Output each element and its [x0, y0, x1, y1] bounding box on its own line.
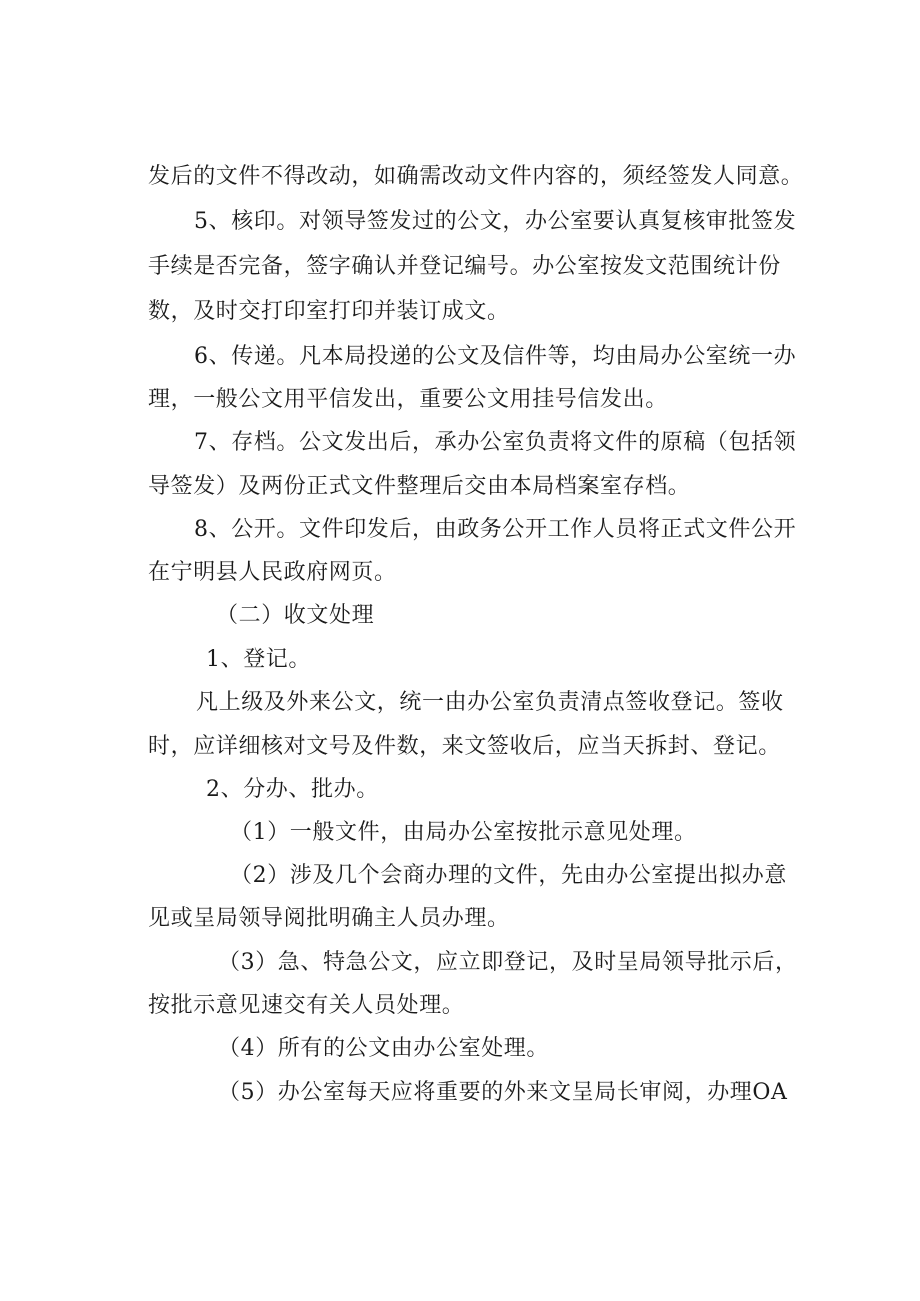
text-line: 数，及时交打印室打印并装订成文。 — [148, 299, 510, 324]
text-line: 手续是否完备，签字确认并登记编号。办公室按发文范围统计份 — [148, 254, 781, 279]
subsection-heading: 1、登记。 — [206, 647, 311, 672]
text-line: 6、传递。凡本局投递的公文及信件等，均由局办公室统一办 — [194, 344, 797, 369]
text-line: 8、公开。文件印发后，由政务公开工作人员将正式文件公开 — [194, 517, 797, 542]
text-line: 理，一般公文用平信发出，重要公文用挂号信发出。 — [148, 387, 668, 412]
text-line: 5、核印。对领导签发过的公文，办公室要认真复核审批签发 — [194, 209, 797, 234]
text-line: 导签发）及两份正式文件整理后交由本局档案室存档。 — [148, 474, 691, 499]
text-line: （2）涉及几个会商办理的文件，先由办公室提出拟办意 — [230, 863, 787, 888]
text-line: （3）急、特急公文，应立即登记，及时呈局领导批示后， — [218, 950, 798, 975]
subsection-heading: 2、分办、批办。 — [206, 777, 379, 802]
text-line: （1）一般文件，由局办公室按批示意见处理。 — [230, 820, 697, 845]
text-line: 时，应详细核对文号及件数，来文签收后，应当天拆封、登记。 — [148, 734, 781, 759]
text-line: （4）所有的公文由办公室处理。 — [218, 1036, 549, 1061]
text-line: 按批示意见速交有关人员处理。 — [148, 993, 465, 1018]
text-line: 发后的文件不得改动，如确需改动文件内容的，须经签发人同意。 — [148, 164, 804, 189]
text-line: 凡上级及外来公文，统一由办公室负责清点签收登记。签收 — [196, 690, 784, 715]
text-line: 在宁明县人民政府网页。 — [148, 560, 397, 585]
section-heading: （二）收文处理 — [216, 603, 375, 628]
text-line: （5）办公室每天应将重要的外来文呈局长审阅，办理OA — [218, 1080, 788, 1105]
text-line: 7、存档。公文发出后，承办公室负责将文件的原稿（包括领 — [194, 430, 797, 455]
text-line: 见或呈局领导阅批明确主人员办理。 — [148, 906, 510, 931]
